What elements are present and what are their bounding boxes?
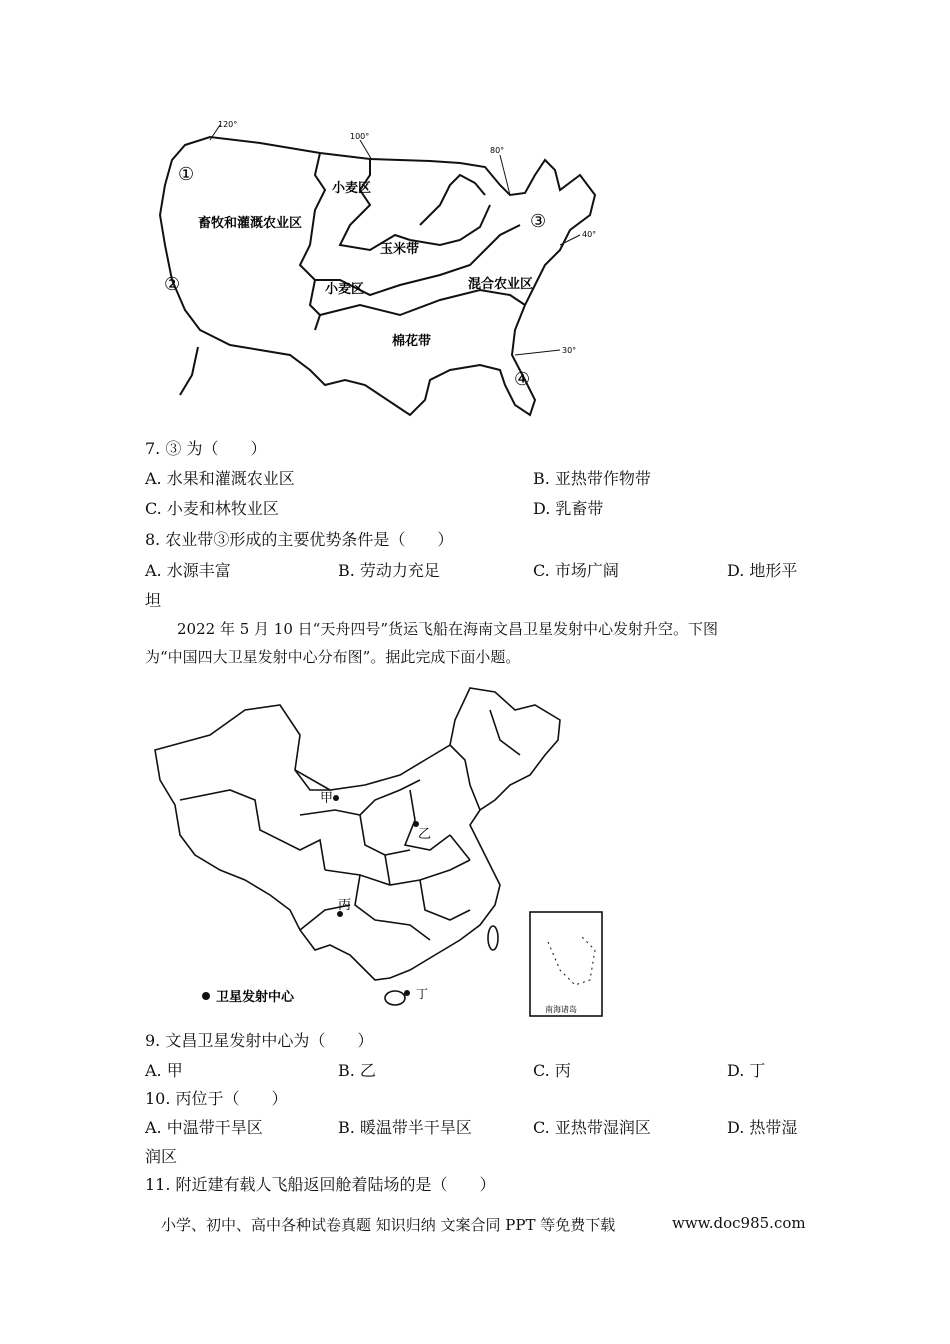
q10-option-a: A. 中温带干旱区 — [145, 1118, 263, 1137]
region-cotton-belt: 棉花带 — [392, 334, 432, 349]
region-corn-belt: 玉米带 — [380, 242, 420, 257]
q7-option-b: B. 亚热带作物带 — [533, 469, 651, 488]
q10-option-c: C. 亚热带湿润区 — [533, 1118, 651, 1137]
question-9-stem: 9. 文昌卫星发射中心为（ ） — [145, 1031, 374, 1050]
q9-option-c: C. 丙 — [533, 1061, 571, 1080]
marker-1: ① — [178, 164, 195, 185]
longitude-80-label: 80° — [490, 146, 505, 155]
q8-option-d-wrap: 坦 — [145, 591, 162, 610]
region-mixed-farming: 混合农业区 — [468, 277, 534, 292]
q8-option-c: C. 市场广阔 — [533, 561, 619, 580]
marker-3: ③ — [530, 211, 547, 232]
question-10-stem: 10. 丙位于（ ） — [145, 1089, 288, 1108]
footer-url-link[interactable]: www.doc985.com — [672, 1214, 806, 1232]
question-11-stem: 11. 附近建有载人飞船返回舱着陆场的是（ ） — [145, 1175, 496, 1194]
q8-option-a: A. 水源丰富 — [145, 561, 231, 580]
q8-option-b: B. 劳动力充足 — [338, 561, 440, 580]
marker-4: ④ — [514, 369, 531, 390]
latitude-30-label: 30° — [562, 346, 577, 355]
longitude-120-label: 120° — [218, 120, 238, 129]
question-8-stem: 8. 农业带③形成的主要优势条件是（ ） — [145, 530, 454, 549]
latitude-40-label: 40° — [582, 230, 597, 239]
q10-option-d-wrap: 润区 — [145, 1147, 178, 1166]
question-7-stem: 7. ③ 为（ ） — [145, 439, 267, 458]
south-china-sea-inset-label: 南海诸岛 — [545, 1005, 577, 1014]
passage-line-2: 为“中国四大卫星发射中心分布图”。据此完成下面小题。 — [145, 648, 521, 666]
longitude-100-label: 100° — [350, 132, 370, 141]
site-yi: 乙 — [418, 827, 432, 842]
q9-option-a: A. 甲 — [145, 1061, 183, 1080]
q7-option-c: C. 小麦和林牧业区 — [145, 499, 279, 518]
q9-option-d: D. 丁 — [727, 1061, 766, 1080]
region-grazing-irrigation: 畜牧和灌溉农业区 — [198, 216, 303, 231]
q10-option-d: D. 热带湿 — [727, 1118, 798, 1137]
map-legend: 卫星发射中心 — [216, 990, 295, 1005]
marker-2: ② — [164, 274, 181, 295]
site-jia: 甲 — [320, 791, 334, 806]
footer-left-text: 小学、初中、高中各种试卷真题 知识归纳 文案合同 PPT 等免费下载 — [161, 1216, 616, 1234]
q7-option-d: D. 乳畜带 — [533, 499, 604, 518]
usa-agriculture-map — [140, 115, 610, 425]
region-wheat-south: 小麦区 — [325, 282, 365, 297]
q10-option-b: B. 暖温带半干旱区 — [338, 1118, 472, 1137]
q8-option-d: D. 地形平 — [727, 561, 798, 580]
region-wheat-north: 小麦区 — [332, 181, 372, 196]
passage-line-1: 2022 年 5 月 10 日“天舟四号”货运飞船在海南文昌卫星发射中心发射升空。下图 — [177, 620, 718, 638]
q7-option-a: A. 水果和灌溉农业区 — [145, 469, 295, 488]
site-ding: 丁 — [416, 987, 429, 1001]
q9-option-b: B. 乙 — [338, 1061, 376, 1080]
china-launch-sites-map — [150, 680, 620, 1020]
site-bing: 丙 — [338, 898, 352, 913]
